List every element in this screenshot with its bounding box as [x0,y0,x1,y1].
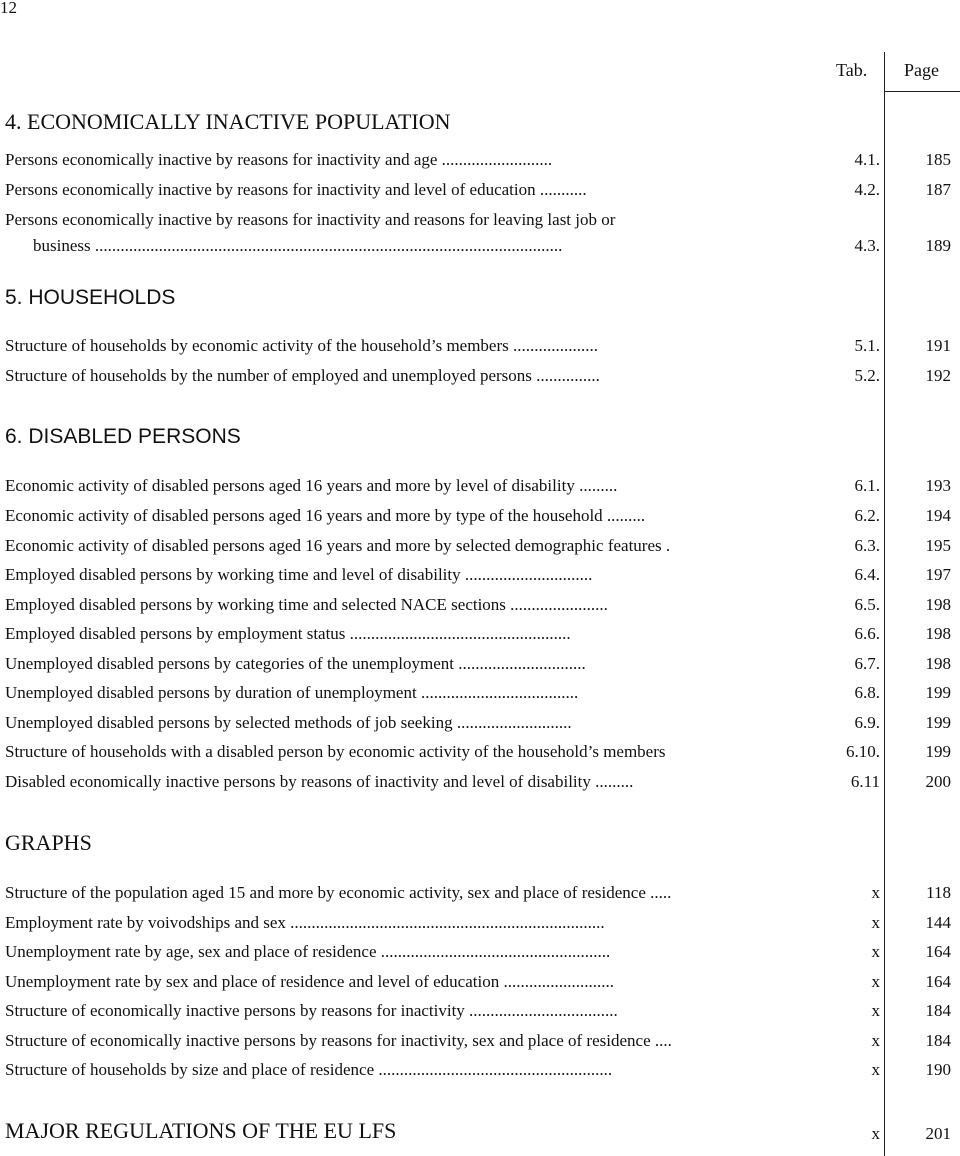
toc-row[interactable] [0,366,960,392]
section-title-graphs: GRAPHS [5,830,92,855]
toc-entry-title: Unemployment rate by sex and place of residence and level of education .......................... [5,972,614,991]
toc-row[interactable] [0,565,960,591]
toc-entry-title: Structure of the population aged 15 and more by economic activity, sex and place of residence ..... [5,883,672,902]
toc-entry-table-number: 4.3. [854,236,880,255]
toc-row[interactable] [0,506,960,532]
toc-entry-title: Structure of households by size and place of residence ....................................................... [5,1060,613,1079]
toc-entry-title: Unemployment rate by age, sex and place of residence ...................................................... [5,942,611,961]
toc-entry-title: Employment rate by voivodships and sex .......................................................................... [5,913,605,932]
toc-entry-title: Persons economically inactive by reasons for inactivity and reasons for leaving last job or [5,210,616,229]
section-title-regulations: MAJOR REGULATIONS OF THE EU LFS [5,1118,397,1143]
toc-entry-page-number: 199 [925,683,951,702]
toc-row[interactable] [0,683,960,709]
toc-entry-table-number: 6.4. [854,565,880,584]
toc-entry-page-number: 184 [925,1001,951,1020]
toc-entry-table-number: x [871,1060,880,1079]
toc-entry-page-number: 198 [925,654,951,673]
toc-entry-page-number: 201 [925,1124,951,1143]
toc-entry-table-number: x [871,1001,880,1020]
toc-row[interactable] [0,336,960,362]
toc-row[interactable] [0,150,960,176]
toc-entry-title: Structure of households by economic activity of the household’s members .................... [5,336,599,355]
toc-entry-page-number: 198 [925,595,951,614]
section-title-households: 5. HOUSEHOLDS [5,286,176,309]
section-title-disabled-persons: 6. DISABLED PERSONS [5,425,241,448]
page-number: 12 [0,0,17,17]
toc-row[interactable] [0,713,960,739]
toc-row[interactable] [0,883,960,909]
toc-entry-table-number: 6.2. [854,506,880,525]
toc-row-continuation[interactable] [0,236,960,262]
toc-entry-table-number: 6.7. [854,654,880,673]
toc-entry-table-number: 6.5. [854,595,880,614]
toc-entry-title: Unemployed disabled persons by duration of unemployment ..................................... [5,683,579,702]
toc-entry-title: Structure of economically inactive persons by reasons for inactivity ................................... [5,1001,618,1020]
toc-entry-table-number: 6.10. [846,742,880,761]
toc-entry-title: Economic activity of disabled persons aged 16 years and more by level of disability ......... [5,476,618,495]
toc-entry-page-number: 193 [925,476,951,495]
toc-row[interactable] [0,1031,960,1057]
toc-entry-page-number: 194 [925,506,951,525]
toc-entry-title: Employed disabled persons by working time and level of disability .............................. [5,565,593,584]
toc-entry-table-number: 6.3. [854,536,880,555]
toc-entry-page-number: 190 [925,1060,951,1079]
toc-row[interactable] [0,536,960,562]
toc-row[interactable] [0,180,960,206]
toc-entry-title: Employed disabled persons by employment status .................................................... [5,624,571,643]
toc-entry-page-number: 144 [925,913,951,932]
toc-entry-title: Economic activity of disabled persons aged 16 years and more by type of the household ......... [5,506,646,525]
toc-entry-title: Persons economically inactive by reasons for inactivity and level of education ........... [5,180,587,199]
toc-entry-page-number: 118 [926,883,951,902]
toc-entry-title: Disabled economically inactive persons by reasons of inactivity and level of disability ......... [5,772,634,791]
toc-entry-page-number: 189 [925,236,951,255]
toc-entry-page-number: 187 [925,180,951,199]
toc-entry-table-number: 6.8. [854,683,880,702]
toc-entry-page-number: 185 [925,150,951,169]
toc-entry-table-number: x [871,883,880,902]
toc-entry-page-number: 192 [925,366,951,385]
toc-row[interactable] [0,772,960,798]
toc-entry-title: Structure of households with a disabled person by economic activity of the household’s members [5,742,666,761]
toc-row[interactable] [0,1060,960,1086]
toc-entry-page-number: 199 [925,742,951,761]
toc-entry-table-number: 5.2. [854,366,880,385]
toc-row[interactable] [0,972,960,998]
toc-entry-page-number: 197 [925,565,951,584]
toc-entry-table-number: x [871,1031,880,1050]
toc-entry-page-number: 198 [925,624,951,643]
toc-row[interactable] [0,595,960,621]
toc-entry-title: Unemployed disabled persons by categories of the unemployment .............................. [5,654,586,673]
tab-column-header: Tab. [836,60,868,80]
toc-row[interactable] [0,942,960,968]
toc-entry-title: Structure of economically inactive persons by reasons for inactivity, sex and place of residence .... [5,1031,672,1050]
toc-entry-title: Structure of households by the number of employed and unemployed persons ............... [5,366,600,385]
toc-entry-table-number: 4.1. [854,150,880,169]
toc-row[interactable] [0,210,960,236]
toc-entry-table-number: 6.1. [854,476,880,495]
toc-entry-title: Employed disabled persons by working time and selected NACE sections ....................... [5,595,608,614]
section-title-economically-inactive: 4. ECONOMICALLY INACTIVE POPULATION [5,109,451,134]
toc-row[interactable] [0,476,960,502]
toc-entry-table-number: x [871,913,880,932]
toc-entry-page-number: 199 [925,713,951,732]
page-column-header: Page [904,60,939,80]
toc-entry-table-number: 6.6. [854,624,880,643]
toc-entry-table-number: 6.9. [854,713,880,732]
toc-entry-table-number: 6.11 [850,772,880,791]
toc-row[interactable] [0,742,960,768]
toc-entry-title: Persons economically inactive by reasons for inactivity and age .......................... [5,150,553,169]
toc-entry-page-number: 200 [925,772,951,791]
toc-row-regulations[interactable] [0,1120,960,1152]
toc-entry-page-number: 184 [925,1031,951,1050]
toc-row[interactable] [0,1001,960,1027]
toc-entry-title: Economic activity of disabled persons aged 16 years and more by selected demographic features . [5,536,671,555]
toc-row[interactable] [0,654,960,680]
toc-entry-page-number: 195 [925,536,951,555]
toc-entry-title: business .............................................................................................................. [33,236,563,255]
toc-entry-page-number: 164 [925,972,951,991]
toc-entry-table-number: 4.2. [854,180,880,199]
toc-row[interactable] [0,624,960,650]
toc-entry-page-number: 164 [925,942,951,961]
toc-entry-table-number: x [871,942,880,961]
toc-row[interactable] [0,913,960,939]
toc-entry-title: Unemployed disabled persons by selected methods of job seeking ........................... [5,713,572,732]
toc-entry-table-number: x [871,972,880,991]
header-underline [884,91,960,92]
toc-entry-page-number: 191 [925,336,951,355]
toc-entry-table-number: 5.1. [854,336,880,355]
toc-entry-table-number: x [871,1124,880,1143]
